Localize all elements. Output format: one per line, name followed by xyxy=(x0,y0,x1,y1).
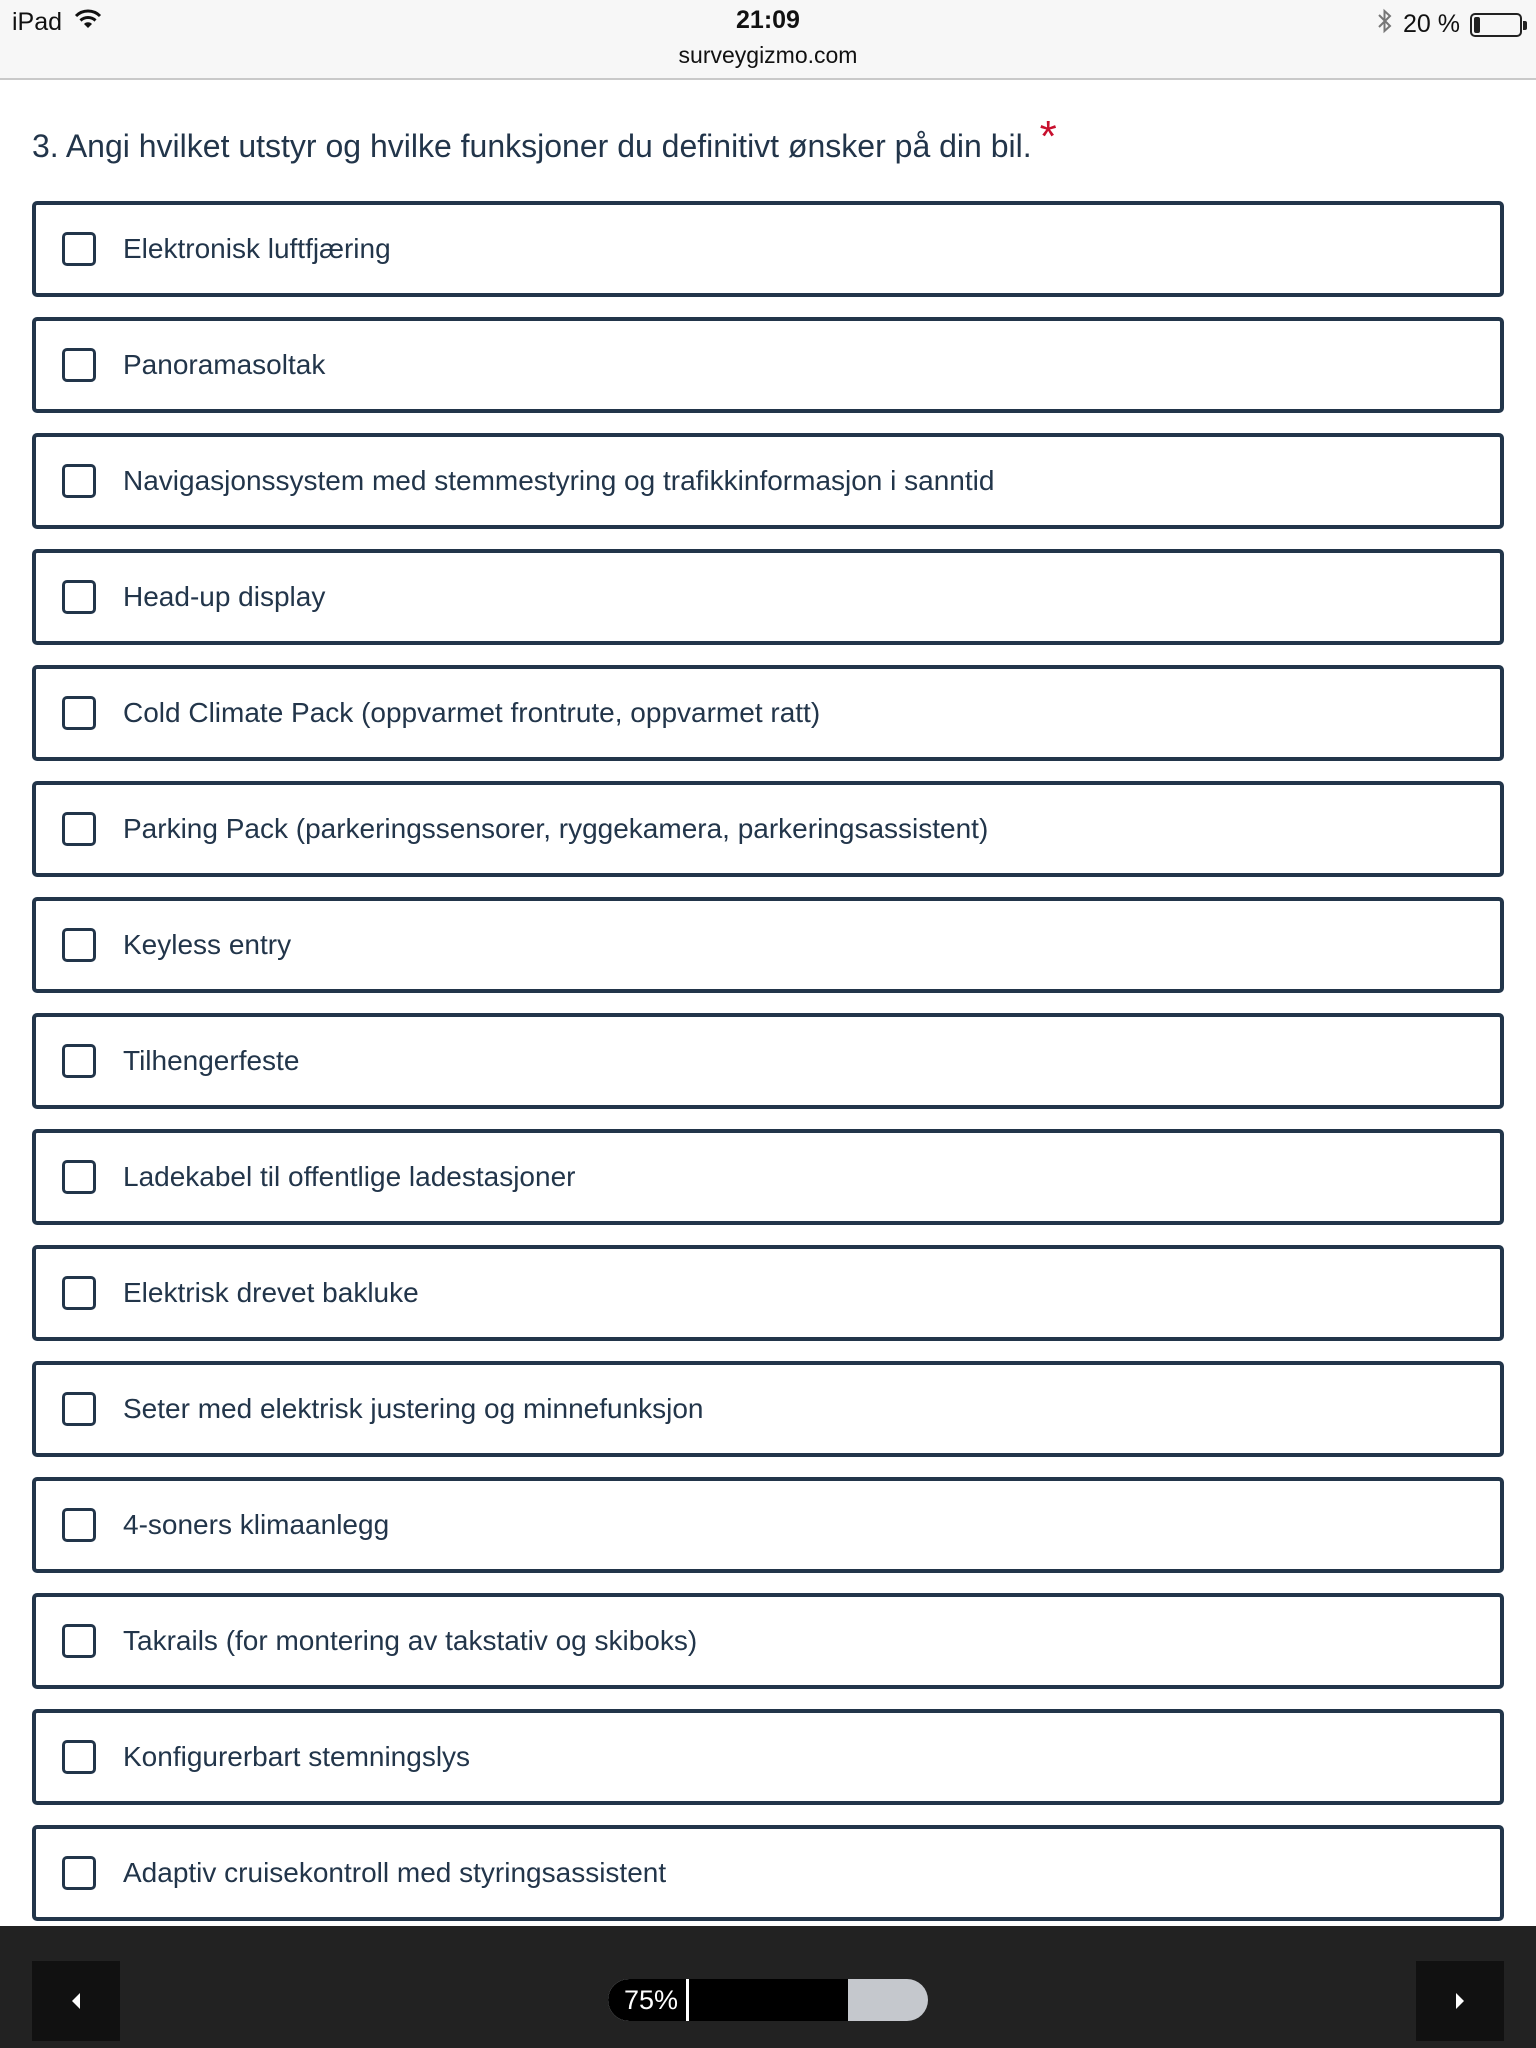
option-label: Keyless entry xyxy=(123,929,292,960)
checkbox[interactable] xyxy=(62,1508,96,1542)
device-name: iPad xyxy=(12,8,63,36)
checkbox[interactable] xyxy=(62,348,96,382)
option-label: Panoramasoltak xyxy=(123,349,326,380)
checkbox[interactable] xyxy=(62,1392,96,1426)
option-label: Tilhengerfeste xyxy=(123,1045,300,1076)
option-list xyxy=(32,201,1504,1941)
option-label: Konfigurerbart stemningslys xyxy=(123,1741,471,1772)
option-row[interactable] xyxy=(32,1593,1504,1689)
option-row[interactable] xyxy=(32,1361,1504,1457)
option-row[interactable] xyxy=(32,1825,1504,1921)
checkbox[interactable] xyxy=(62,1856,96,1890)
option-label: Elektrisk drevet bakluke xyxy=(123,1277,419,1308)
option-row[interactable] xyxy=(32,201,1504,297)
option-row[interactable] xyxy=(32,1477,1504,1573)
checkbox[interactable] xyxy=(62,1740,96,1774)
question-text: 3. Angi hvilket utstyr og hvilke funksjoner du definitivt ønsker på din bil. xyxy=(32,128,1032,164)
triangle-right-icon xyxy=(1453,1991,1467,2011)
option-row[interactable] xyxy=(32,317,1504,413)
battery-level xyxy=(1474,17,1480,33)
checkbox[interactable] xyxy=(62,464,96,498)
progress-bar xyxy=(608,1979,928,2021)
option-row[interactable] xyxy=(32,1013,1504,1109)
status-right xyxy=(1377,8,1522,41)
progress-percent: 75% xyxy=(624,1979,689,2021)
checkbox[interactable] xyxy=(62,1160,96,1194)
option-row[interactable] xyxy=(32,897,1504,993)
checkbox[interactable] xyxy=(62,928,96,962)
checkbox[interactable] xyxy=(62,1276,96,1310)
option-row[interactable] xyxy=(32,549,1504,645)
option-row[interactable] xyxy=(32,665,1504,761)
previous-page-button[interactable] xyxy=(32,1961,120,2041)
checkbox[interactable] xyxy=(62,1044,96,1078)
checkbox[interactable] xyxy=(62,580,96,614)
checkbox[interactable] xyxy=(62,696,96,730)
checkbox[interactable] xyxy=(62,812,96,846)
bluetooth-icon xyxy=(1377,8,1393,41)
option-label: Takrails (for montering av takstativ og skiboks) xyxy=(123,1625,698,1656)
option-row[interactable] xyxy=(32,1129,1504,1225)
battery-percent: 20 % xyxy=(1403,10,1460,38)
option-label: Adaptiv cruisekontroll med styringsassistent xyxy=(123,1857,667,1888)
triangle-left-icon xyxy=(69,1991,83,2011)
required-asterisk: * xyxy=(1039,112,1057,161)
option-label: Cold Climate Pack (oppvarmet frontrute, oppvarmet ratt) xyxy=(123,697,821,728)
option-row[interactable] xyxy=(32,781,1504,877)
option-label: Ladekabel til offentlige ladestasjoner xyxy=(123,1161,576,1192)
status-bar xyxy=(0,0,1536,80)
option-label: 4-soners klimaanlegg xyxy=(123,1509,390,1540)
option-label: Seter med elektrisk justering og minnefunksjon xyxy=(123,1393,704,1424)
option-label: Parking Pack (parkeringssensorer, ryggekamera, parkeringsassistent) xyxy=(123,813,989,844)
next-page-button[interactable] xyxy=(1416,1961,1504,2041)
url-bar[interactable]: surveygizmo.com xyxy=(678,42,858,68)
option-row[interactable] xyxy=(32,1245,1504,1341)
checkbox[interactable] xyxy=(62,1624,96,1658)
clock: 21:09 xyxy=(736,6,800,34)
option-row[interactable] xyxy=(32,433,1504,529)
question-title xyxy=(32,112,1492,168)
option-label: Head-up display xyxy=(123,581,326,612)
checkbox[interactable] xyxy=(62,232,96,266)
battery-icon xyxy=(1470,13,1522,37)
option-label: Elektronisk luftfjæring xyxy=(123,233,391,264)
option-row[interactable] xyxy=(32,1709,1504,1805)
survey-footer xyxy=(0,1926,1536,2048)
option-label: Navigasjonssystem med stemmestyring og trafikkinformasjon i sanntid xyxy=(123,465,995,496)
